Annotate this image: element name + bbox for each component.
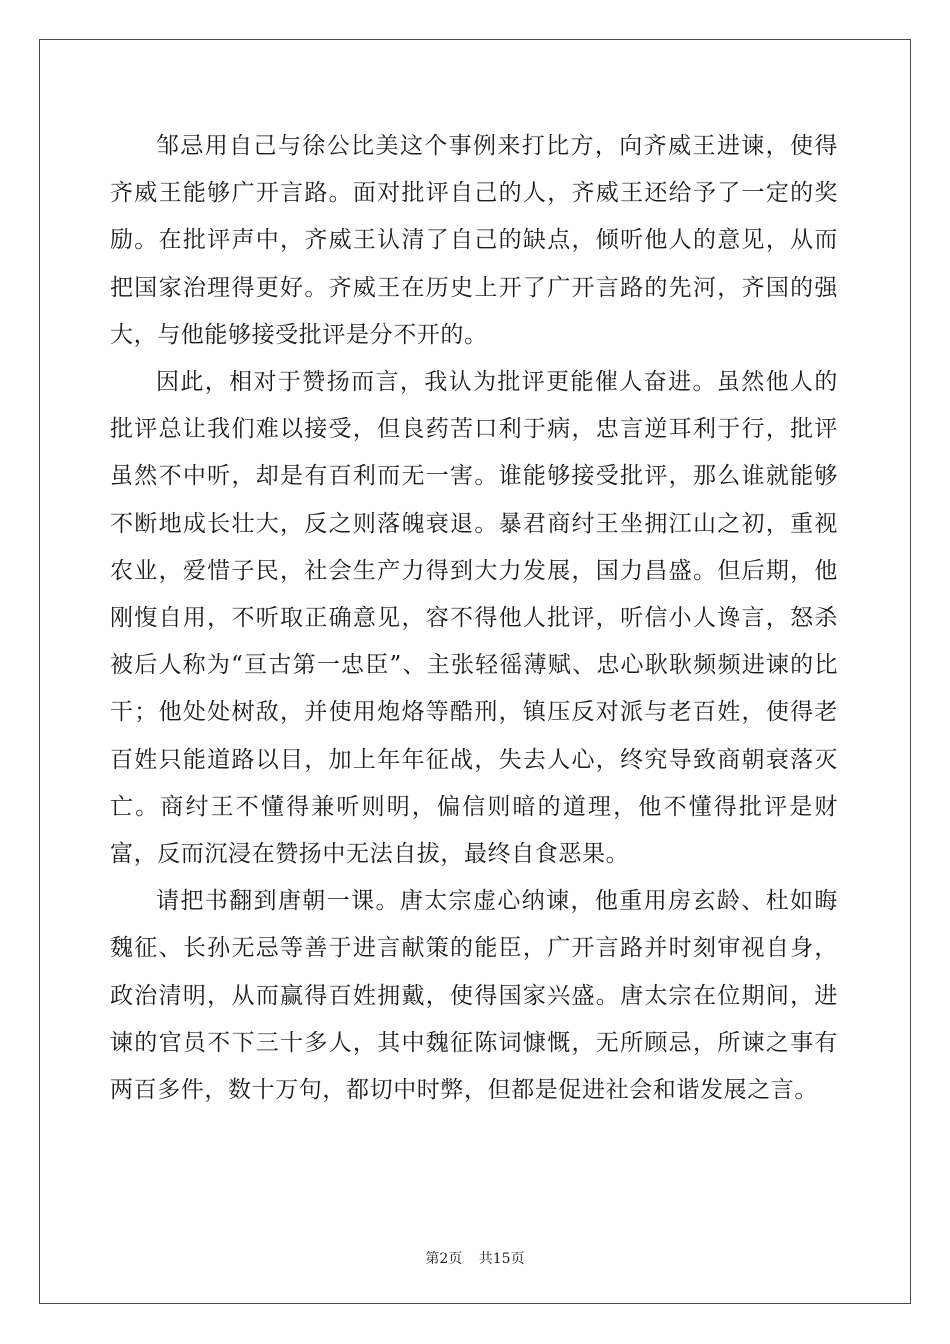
- page-footer: [0, 1248, 950, 1268]
- paragraph-3: 请把书翻到唐朝一课。唐太宗虚心纳谏，他重用房玄龄、杜如晦魏征、长孙无忌等善于进言献策的能臣，广开言路并时刻审视自身，政治清明，从而赢得百姓拥戴，使得国家兴盛。唐太宗在位期间，进谏的官员不下三十多人，其中魏征陈词慷慨，无所顾忌，所谏之事有两百多件，数十万句，都切中时弊，但都是促进社会和谐发展之言。: [110, 888, 838, 1104]
- page-number-current: 第2页: [425, 1251, 463, 1267]
- paragraph-2: 因此，相对于赞扬而言，我认为批评更能催人奋进。虽然他人的批评总让我们难以接受，但良药苦口利于病，忠言逆耳利于行，批评虽然不中听，却是有百利而无一害。谁能够接受批评，那么谁就能够不断地成长壮大，反之则落魄衰退。暴君商纣王坐拥江山之初，重视农业，爱惜子民，社会生产力得到大力发展，国力昌盛。但后期，他刚愎自用，不听取正确意见，容不得他人批评，听信小人谗言，怒杀被后人称为“亘古第一忠臣”、主张轻徭薄赋、忠心耿耿频频进谏的比干；他处处树敌，并使用炮烙等酷刑，镇压反对派与老百姓，使得老百姓只能道路以目，加上年年征战，失去人心，终究导致商朝衰落灭亡。商纣王不懂得兼听则明，偏信则暗的道理，他不懂得批评是财富，反而沉浸在赞扬中无法自拔，最终自食恶果。: [110, 369, 838, 868]
- paragraph-1: 邹忌用自己与徐公比美这个事例来打比方，向齐威王进谏，使得齐威王能够广开言路。面对批评自己的人，齐威王还给予了一定的奖励。在批评声中，齐威王认清了自己的缺点，倾听他人的意见，从而把国家治理得更好。齐威王在历史上开了广开言路的先河，齐国的强大，与他能够接受批评是分不开的。: [110, 133, 838, 348]
- document-body: [110, 123, 838, 1114]
- page-number-total: 共15页: [478, 1251, 525, 1267]
